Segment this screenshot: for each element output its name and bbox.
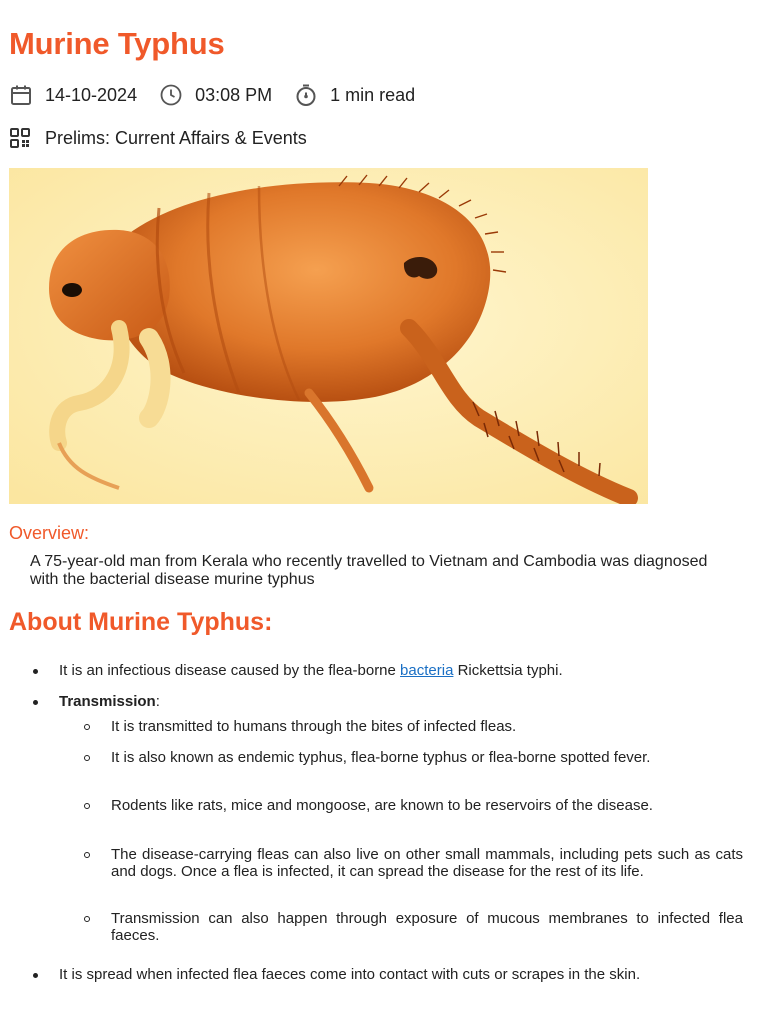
article-time: 03:08 PM	[195, 84, 273, 105]
sub-list-item	[111, 749, 743, 766]
flea-illustration	[9, 168, 648, 504]
page-title: Murine Typhus	[9, 26, 225, 61]
list-item	[59, 693, 759, 710]
colon: :	[155, 693, 160, 710]
sub-bullet-text: The disease-carrying fleas can also live on other small mammals, including pets such as cats and dogs. Once a flea is infected, it can spread the disease for the rest of its life.	[111, 846, 743, 880]
sub-list-item	[111, 910, 743, 944]
bullet-ring	[84, 803, 90, 809]
about-heading: About Murine Typhus:	[9, 608, 273, 636]
bullet-ring	[84, 852, 90, 858]
sub-bullet-text: It is transmitted to humans through the bites of infected fleas.	[111, 718, 517, 735]
article-date: 14-10-2024	[45, 84, 138, 105]
clock-icon	[159, 83, 183, 107]
sub-list-item	[111, 718, 743, 735]
sub-bullet-text: Rodents like rats, mice and mongoose, are known to be reservoirs of the disease.	[111, 797, 653, 814]
read-time: 1 min read	[330, 84, 416, 105]
bullet-dot	[33, 669, 38, 674]
bullet-dot	[33, 700, 38, 705]
category-grid-icon	[9, 127, 31, 149]
bullet-ring	[84, 916, 90, 922]
category-row[interactable]	[9, 125, 307, 151]
bullet-text: Rickettsia typhi.	[453, 662, 563, 679]
bullet-dot	[33, 973, 38, 978]
article-meta	[9, 82, 437, 108]
list-item	[59, 662, 759, 679]
bullet-ring	[84, 755, 90, 761]
transmission-label: Transmission	[59, 693, 156, 710]
sub-list-item	[111, 846, 743, 880]
overview-heading: Overview:	[9, 523, 90, 543]
calendar-icon	[9, 83, 33, 107]
timer-icon	[294, 83, 318, 107]
sub-bullet-text: It is also known as endemic typhus, flea-borne typhus or flea-borne spotted fever.	[111, 749, 651, 766]
date-meta	[9, 83, 137, 107]
bacteria-link[interactable]: bacteria	[400, 662, 454, 679]
hero-image-flea	[9, 168, 648, 504]
sub-list-item	[111, 797, 743, 814]
bullet-text: It is spread when infected flea faeces come into contact with cuts or scrapes in the skin.	[59, 966, 641, 983]
bullet-ring	[84, 724, 90, 730]
time-meta	[159, 83, 272, 107]
overview-text: A 75-year-old man from Kerala who recently travelled to Vietnam and Cambodia was diagnosed with the bacterial disease murine typhus	[30, 553, 708, 588]
article-category: Prelims: Current Affairs & Events	[45, 127, 307, 148]
bullet-text: It is an infectious disease caused by the flea-borne	[59, 662, 401, 679]
sub-bullet-text: Transmission can also happen through exposure of mucous membranes to infected flea faeces.	[111, 910, 743, 944]
list-item	[59, 966, 752, 983]
read-time-meta	[294, 83, 415, 107]
